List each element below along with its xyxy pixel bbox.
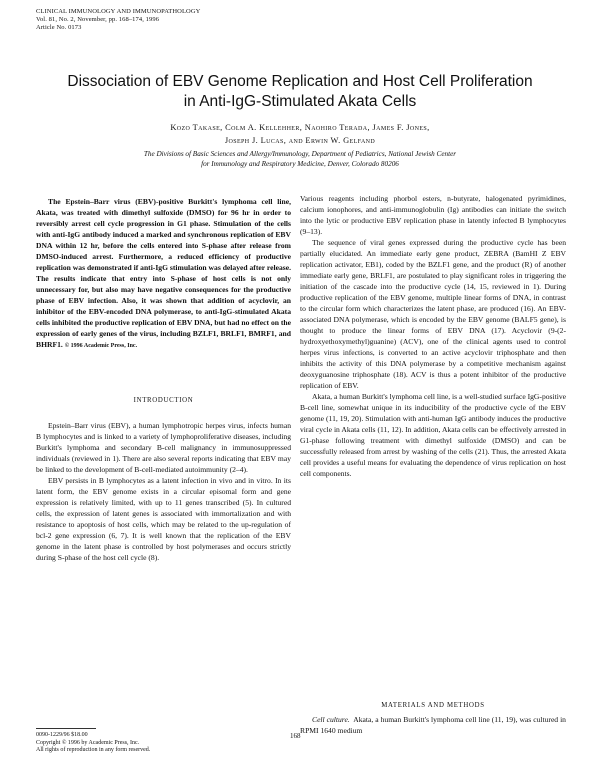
methods-text: Akata, a human Burkitt's lymphoma cell line (11, 19), was cultured in RPMI 1640 medium <box>300 715 566 735</box>
authors-line-2: Joseph J. Lucas, and Erwin W. Gelfand <box>224 136 376 145</box>
title-line-2: in Anti-IgG-Stimulated Akata Cells <box>183 93 417 110</box>
article-number: Article No. 0173 <box>36 24 82 31</box>
abstract-text: The Epstein–Barr virus (EBV)-positive Burkitt's lymphoma cell line, Akata, was treated with dimethyl sulfoxide (DMSO) for 96 hr in order to reversibly arrest cell cycle progression in G1 phase. Stimulation of the cells with anti-IgG antibody induced a marked and synchronous replication of EBV DNA within 12 hr, before the cells entered into S-phase after release from DMSO-induced arrest. Furthermore, a reduced efficiency of productive replication was demonstrated if anti-IgG stimulation was delayed after release. The results indicate that entry into S-phase of host cells is not only unnecessary for, but also may have negative consequences for the productive phase of EBV infection. Also, it was shown that addition of acyclovir, an inhibitor of the EBV-encoded DNA polymerase, to anti-IgG-stimulated Akata cells inhibited the productive replication of EBV DNA, but had no effect on the expression of early genes of the virus, including BZLF1, BRLF1, BMRF1, and BHRF1. <box>36 197 291 349</box>
journal-volume: Vol. 81, No. 2, November, pp. 168–174, 1996 <box>36 16 160 23</box>
methods-lead: Cell culture. <box>312 715 350 724</box>
intro-paragraph-1: Epstein–Barr virus (EBV), a human lymphotropic herpes virus, infects human B lymphocytes and is linked to a variety of lymphoproliferative diseases, including Burkitt's lymphoma and secondary B-cell malignancy in immunosuppressed individuals (reviewed in 1). There are also several reports indicating that EBV may be linked to the development of B-cell-mediated autoimmunity (2–4). <box>36 421 291 474</box>
paper-title <box>20 72 580 112</box>
right-paragraph-3: Akata, a human Burkitt's lymphoma cell line, is a well-studied surface IgG-positive B-cell line, somewhat unique in its inducibility of the productive cycle of the EBV genome (11, 19, 20). Stimulation with anti-human IgG antibody induces the productive viral cycle in Akata cells (11, 12). In addition, Akata cells can be effectively arrested in G1-phase following treatment with dimethyl sulfoxide (DMSO) and can be successfully released from arrest by washing of the cells (21). Thus, the arrested Akata cell provides a useful means for evaluating the dependence of virus replication on host cell components. <box>300 392 566 478</box>
footer <box>36 732 150 755</box>
title-line-1: Dissociation of EBV Genome Replication and Host Cell Proliferation <box>67 73 533 90</box>
right-column-body <box>300 193 566 693</box>
intro-body <box>36 420 291 713</box>
methods-body <box>300 714 566 760</box>
intro-paragraph-2: EBV persists in B lymphocytes as a latent infection in vivo and in vitro. In its latent form, the EBV genome exists in a circular episomal form and gene expression is relatively limited, with up to 11 genes transcribed (5). In cultured cells, the expression of latent genes is associated with immortalization and with resistance to apoptosis of host cells, which may be related to the up-regulation of bcl-2 gene expression (6, 7). It is well known that the replication of the EBV genome in the latent phase is controlled by host polymerases and occurs strictly during S-phase of the host cell cycle (8). <box>36 476 291 562</box>
methods-heading: MATERIALS AND METHODS <box>381 702 485 709</box>
footer-rule <box>36 728 96 729</box>
journal-header <box>36 8 200 32</box>
right-paragraph-2: The sequence of viral genes expressed during the productive cycle has been partially elucidated. An immediate early gene product, ZEBRA (BamHI Z EBV replication activator, EB1), coded by the BZLF1 gene, and the product (R) of another immediate early gene, BRLF1, are postulated to play significant roles in triggering the initiation of the cascade into the productive cycle (14, 15, reviewed in 1). During productive replication of the EBV genome, multiple linear forms of DNA, in contrast to the circular form which characterizes the latent phase, are produced (16). An EBV-associated DNA polymerase, which is encoded by the EBV genome (BALF5 gene), is thought to produce the linear forms of EBV DNA (17). Acyclovir (9-(2-hydroxyethoxymethyl)guanine) (ACV), one of the clinical agents used to control herpes virus infections, is converted to an active acyclovir triphosphate and then inhibits the activity of this DNA polymerase by a competitive mechanism against deoxyguanosine triphosphate (18). ACV is thus a potent inhibitor of the productive replication of EBV. <box>300 238 566 390</box>
authors-line-1: Kozo Takase, Colm A. Kellehher, Naohiro Terada, James F. Jones, <box>170 123 430 132</box>
intro-heading: INTRODUCTION <box>133 397 194 404</box>
abstract-copyright: © 1996 Academic Press, Inc. <box>64 343 138 349</box>
affiliation-line-1: The Divisions of Basic Sciences and Allergy/Immunology, Department of Pediatrics, National Jewish Center <box>143 150 457 158</box>
right-paragraph-1: Various reagents including phorbol esters, n-butyrate, halogenated pyrimidines, calcium ionophores, and anti-immunoglobulin (Ig) antibodies can initiate the switch into the lytic or productive EBV replication phase in latently infected B lymphocytes (9–13). <box>300 194 566 236</box>
journal-name: CLINICAL IMMUNOLOGY AND IMMUNOPATHOLOGY <box>36 8 201 15</box>
author-list <box>20 121 580 147</box>
affiliation-line-2: for Immunology and Respiratory Medicine, Denver, Colorado 80206 <box>201 160 399 168</box>
footer-price: 0090-1229/96 $18.00 <box>36 732 88 738</box>
affiliation <box>20 149 580 169</box>
abstract <box>36 196 291 349</box>
page-number: 168 <box>290 732 301 740</box>
footer-rights: All rights of reproduction in any form reserved. <box>36 747 151 753</box>
methods-paragraph <box>300 714 566 736</box>
footer-copyright: Copyright © 1996 by Academic Press, Inc. <box>36 739 140 746</box>
